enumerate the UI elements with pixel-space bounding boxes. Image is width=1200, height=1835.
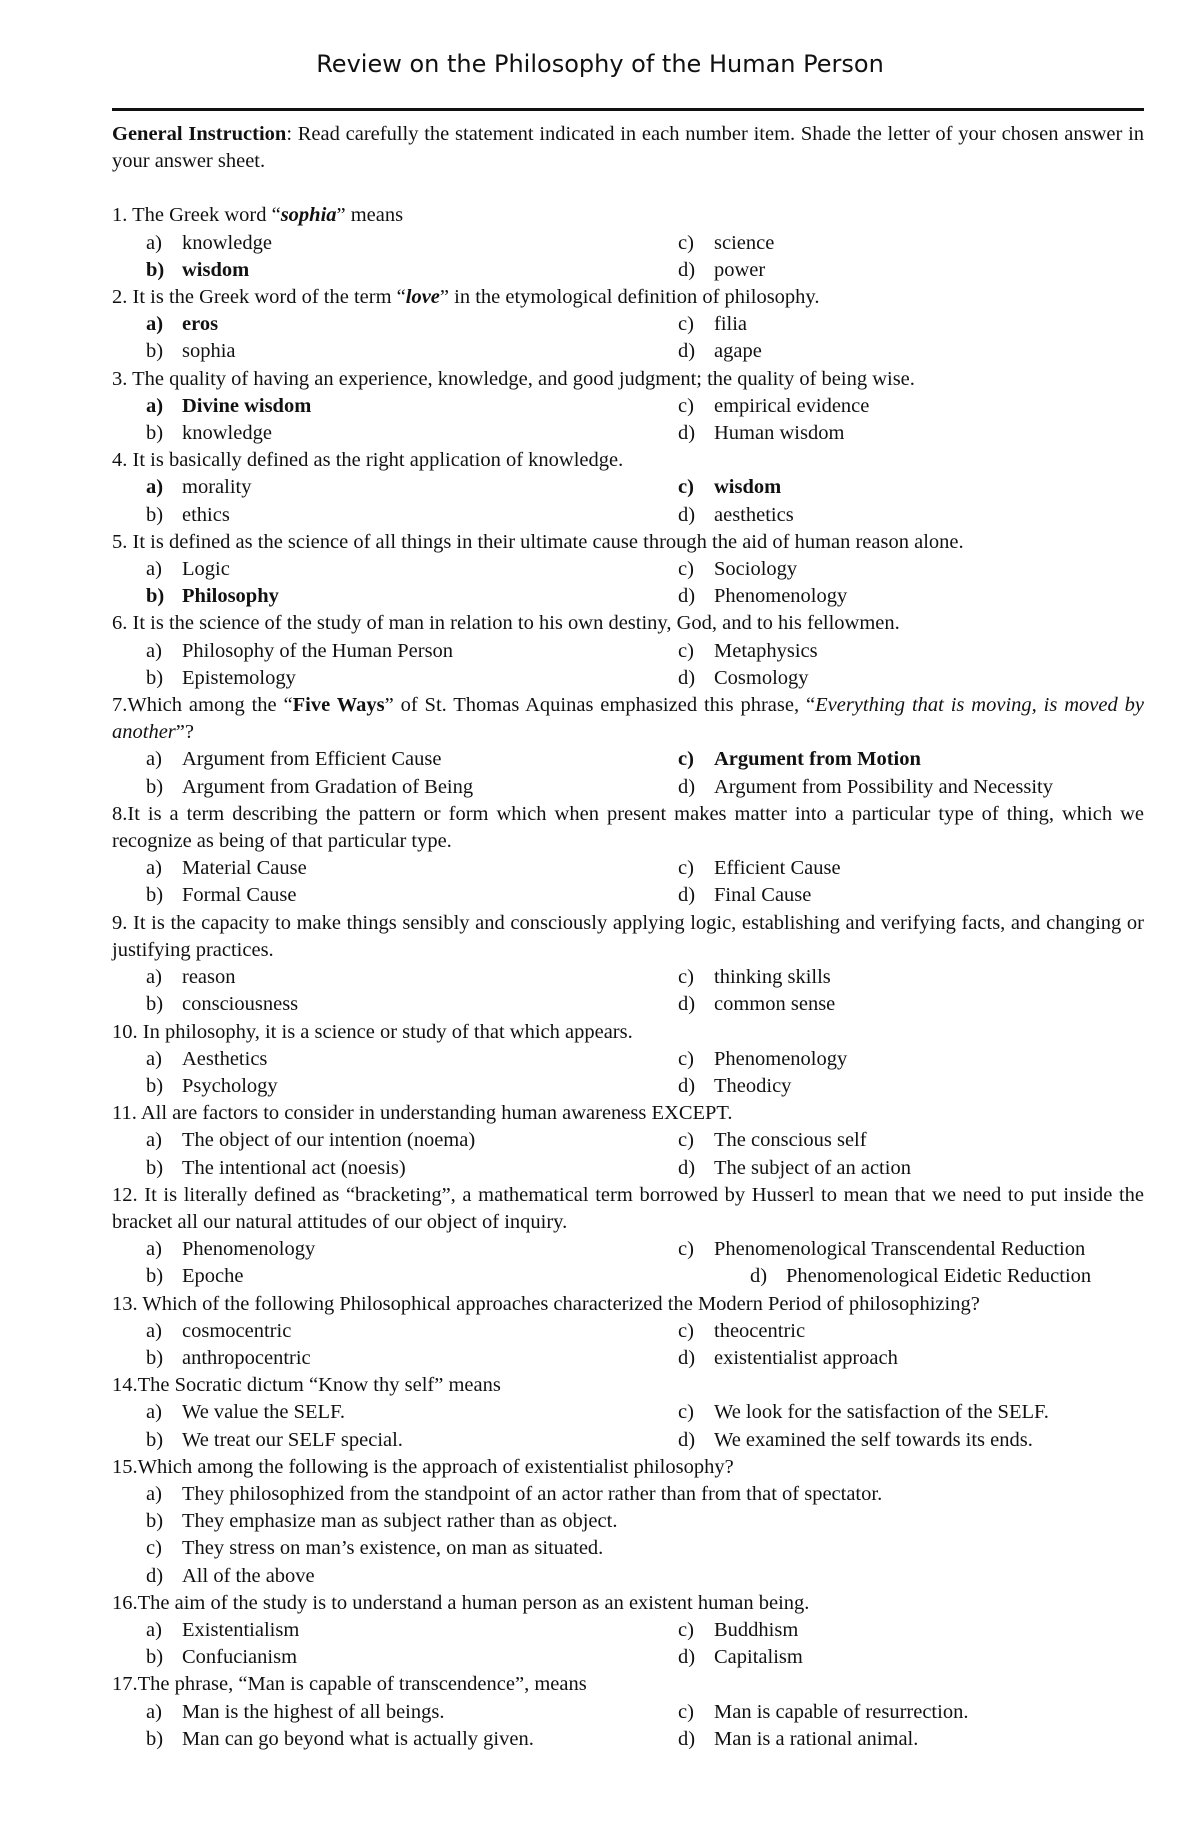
question-stem [112, 202, 1144, 229]
question-stem [112, 1291, 1144, 1318]
question-stem-text: ” means [336, 204, 404, 227]
choice-text: They philosophized from the standpoint of an actor rather than from that of spectator. [182, 1482, 883, 1505]
answer-choice[interactable] [644, 1699, 1144, 1726]
answer-choices [112, 855, 1144, 909]
answer-choice[interactable] [644, 257, 1144, 284]
answer-choice[interactable] [644, 882, 1144, 909]
choice-text: Argument from Motion [714, 748, 921, 771]
question-stem [112, 1182, 1144, 1236]
choice-letter: c) [678, 231, 694, 254]
title-divider [112, 108, 1144, 111]
question-stem-text: Everything that is moving, is moved by another [112, 694, 1144, 744]
answer-choice[interactable] [112, 420, 644, 447]
question-stem [112, 1590, 1144, 1617]
general-instruction [112, 121, 1144, 175]
question-stem-text: 8.It is a term describing the pattern or form which when present makes matter into a particular type of thing, which we recognize as being of that particular type. [112, 802, 1144, 853]
choice-letter: d) [678, 340, 696, 363]
answer-choice[interactable] [112, 665, 644, 692]
choice-text: wisdom [182, 258, 250, 281]
choice-text: Argument from Efficient Cause [182, 748, 442, 771]
choice-text: Man is a rational animal. [714, 1727, 919, 1750]
answer-choice[interactable] [644, 1617, 1144, 1644]
answer-choices [112, 1399, 1144, 1453]
answer-choice[interactable] [644, 1155, 1144, 1182]
answer-choice[interactable] [644, 311, 1144, 338]
answer-choice[interactable] [644, 1263, 1144, 1290]
answer-choice[interactable] [112, 311, 644, 338]
choice-text: Man is the highest of all beings. [182, 1700, 445, 1723]
choice-letter: a) [146, 476, 164, 499]
answer-choice[interactable] [112, 556, 644, 583]
choice-letter: c) [678, 857, 694, 880]
question-item [112, 1291, 1144, 1373]
question-stem-text: 2. It is the Greek word of the term “ [112, 286, 406, 309]
answer-choice[interactable] [112, 1155, 644, 1182]
choice-letter: a) [146, 1618, 162, 1641]
answer-choice[interactable] [644, 420, 1144, 447]
question-stem-text: 13. Which of the following Philosophical approaches characterized the Modern Period of philosophizing? [112, 1292, 980, 1315]
choice-letter: a) [146, 558, 162, 581]
answer-choice[interactable] [112, 1127, 644, 1154]
answer-choice[interactable] [644, 746, 1144, 773]
choice-text: Logic [182, 558, 230, 581]
question-stem-text: 3. The quality of having an experience, knowledge, and good judgment; the quality of being wise. [112, 367, 915, 390]
answer-choice[interactable] [112, 1535, 1144, 1562]
answer-choice[interactable] [644, 338, 1144, 365]
choice-letter: d) [678, 585, 696, 608]
answer-choices [112, 393, 1144, 447]
answer-choice[interactable] [112, 1399, 644, 1426]
answer-choice[interactable] [112, 1073, 644, 1100]
choice-letter: d) [678, 993, 696, 1016]
answer-choice[interactable] [112, 991, 644, 1018]
question-stem-text: 1. The Greek word “ [112, 204, 281, 227]
choice-letter: d) [678, 775, 696, 798]
question-item [112, 1019, 1144, 1101]
question-stem-text: ”? [175, 721, 194, 744]
choice-text: wisdom [714, 476, 782, 499]
choice-text: They stress on man’s existence, on man as situated. [182, 1537, 604, 1560]
choice-text: Phenomenological Eidetic Reduction [786, 1265, 1092, 1288]
answer-choice[interactable] [112, 1318, 644, 1345]
answer-choice[interactable] [644, 665, 1144, 692]
choice-text: Material Cause [182, 857, 307, 880]
answer-choice[interactable] [644, 1046, 1144, 1073]
answer-choice[interactable] [112, 1046, 644, 1073]
choice-text: The object of our intention (noema) [182, 1129, 476, 1152]
choice-text: The intentional act (noesis) [182, 1156, 406, 1179]
choice-letter: b) [146, 1346, 164, 1369]
choice-letter: b) [146, 503, 164, 526]
choice-text: eros [182, 313, 219, 336]
question-stem-text: ” of St. Thomas Aquinas emphasized this phrase, “ [384, 694, 816, 717]
choice-letter: d) [678, 258, 696, 281]
choice-text: Epoche [182, 1265, 244, 1288]
question-stem-text: 17.The phrase, “Man is capable of transcendence”, means [112, 1673, 587, 1696]
choice-text: Aesthetics [182, 1047, 268, 1070]
choice-text: thinking skills [714, 966, 831, 989]
answer-choice[interactable] [644, 1399, 1144, 1426]
choice-text: Sociology [714, 558, 798, 581]
answer-choice[interactable] [112, 474, 644, 501]
choice-letter: a) [146, 1238, 162, 1261]
document-body [112, 121, 1144, 1753]
choice-letter: c) [678, 1618, 694, 1641]
answer-choice[interactable] [112, 1236, 644, 1263]
choice-letter: a) [146, 1700, 162, 1723]
choice-letter: a) [146, 748, 162, 771]
choice-letter: a) [146, 1401, 162, 1424]
choice-text: common sense [714, 993, 836, 1016]
answer-choice[interactable] [112, 1699, 644, 1726]
answer-choices [112, 1481, 1144, 1590]
choice-text: The subject of an action [714, 1156, 911, 1179]
answer-choice[interactable] [644, 1127, 1144, 1154]
choice-letter: b) [146, 1156, 164, 1179]
answer-choice[interactable] [644, 1644, 1144, 1671]
answer-choices [112, 746, 1144, 800]
answer-choices [112, 556, 1144, 610]
question-stem [112, 692, 1144, 746]
question-item [112, 1182, 1144, 1291]
answer-choice[interactable] [112, 502, 644, 529]
choice-letter: b) [146, 1265, 164, 1288]
choice-letter: b) [146, 258, 165, 281]
choice-text: Man is capable of resurrection. [714, 1700, 969, 1723]
choice-text: Capitalism [714, 1646, 803, 1669]
answer-choice[interactable] [644, 583, 1144, 610]
question-stem-text: 5. It is defined as the science of all things in their ultimate cause through the aid of human reason alone. [112, 530, 964, 553]
answer-choices [112, 474, 1144, 528]
answer-choices [112, 638, 1144, 692]
choice-text: aesthetics [714, 503, 794, 526]
choice-letter: c) [678, 1047, 694, 1070]
choice-text: Final Cause [714, 884, 812, 907]
choice-letter: d) [678, 1646, 696, 1669]
answer-choice[interactable] [112, 1481, 1144, 1508]
answer-choice[interactable] [644, 855, 1144, 882]
choice-text: theocentric [714, 1319, 806, 1342]
answer-choice[interactable] [644, 1073, 1144, 1100]
choice-text: knowledge [182, 422, 272, 445]
question-stem [112, 801, 1144, 855]
answer-choice[interactable] [112, 393, 644, 420]
question-stem-text: 14.The Socratic dictum “Know thy self” means [112, 1374, 501, 1397]
choice-letter: b) [146, 422, 164, 445]
choice-text: Confucianism [182, 1646, 298, 1669]
choice-text: The conscious self [714, 1129, 867, 1152]
choice-text: ethics [182, 503, 230, 526]
choice-letter: b) [146, 1727, 164, 1750]
choice-text: Man can go beyond what is actually given. [182, 1727, 534, 1750]
question-stem [112, 1671, 1144, 1698]
question-stem [112, 366, 1144, 393]
page-title: Review on the Philosophy of the Human Person [316, 50, 884, 78]
choice-text: Metaphysics [714, 639, 818, 662]
question-stem [112, 284, 1144, 311]
choice-letter: c) [678, 476, 694, 499]
choice-text: Epistemology [182, 666, 296, 689]
question-stem-text: 11. All are factors to consider in understanding human awareness EXCEPT. [112, 1102, 733, 1125]
answer-choices [112, 230, 1144, 284]
question-stem-text: 10. In philosophy, it is a science or study of that which appears. [112, 1020, 633, 1043]
choice-text: We look for the satisfaction of the SELF. [714, 1401, 1049, 1424]
choice-text: power [714, 258, 766, 281]
choice-text: Phenomenology [714, 1047, 848, 1070]
question-stem-text: 4. It is basically defined as the right application of knowledge. [112, 449, 624, 472]
choice-letter: a) [146, 1319, 162, 1342]
question-item [112, 1454, 1144, 1590]
answer-choice[interactable] [644, 393, 1144, 420]
answer-choice[interactable] [112, 257, 644, 284]
choice-text: We treat our SELF special. [182, 1428, 403, 1451]
question-stem-text: 9. It is the capacity to make things sensibly and consciously applying logic, establishing and verifying facts, and changing or justifying practices. [112, 911, 1144, 961]
choice-letter: d) [146, 1564, 164, 1587]
answer-choice[interactable] [112, 1508, 1144, 1535]
choice-letter: b) [146, 585, 165, 608]
answer-choices [112, 1236, 1144, 1290]
choice-text: Psychology [182, 1074, 278, 1097]
question-item [112, 284, 1144, 366]
answer-choice[interactable] [112, 882, 644, 909]
choice-text: Argument from Possibility and Necessity [714, 775, 1053, 798]
choice-text: Philosophy [182, 585, 279, 608]
answer-choice[interactable] [644, 1236, 1144, 1263]
choice-text: anthropocentric [182, 1346, 311, 1369]
question-stem-text: 15.Which among the following is the approach of existentialist philosophy? [112, 1455, 734, 1478]
question-item [112, 1590, 1144, 1672]
answer-choice[interactable] [644, 774, 1144, 801]
choice-text: Existentialism [182, 1618, 300, 1641]
answer-choice[interactable] [112, 774, 644, 801]
choice-text: agape [714, 340, 762, 363]
choice-letter: a) [146, 231, 162, 254]
answer-choices [112, 311, 1144, 365]
question-stem-text: 7.Which among the “ [112, 694, 293, 717]
question-stem [112, 447, 1144, 474]
answer-choice[interactable] [644, 638, 1144, 665]
answer-choice[interactable] [644, 474, 1144, 501]
choice-letter: a) [146, 857, 162, 880]
choice-letter: d) [678, 1428, 696, 1451]
choice-text: Philosophy of the Human Person [182, 639, 454, 662]
instruction-text: : Read carefully the statement indicated in each number item. Shade the letter of your chosen answer in your answer sheet. [112, 123, 1145, 173]
answer-choice[interactable] [644, 502, 1144, 529]
choice-letter: a) [146, 639, 162, 662]
choice-letter: d) [678, 1156, 696, 1179]
question-stem-text: 12. It is literally defined as “bracketing”, a mathematical term borrowed by Husserl to mean that we need to put inside the bracket all our natural attitudes of our object of inquiry. [112, 1183, 1144, 1233]
choice-letter: c) [678, 1238, 694, 1261]
choice-text: Formal Cause [182, 884, 297, 907]
choice-text: Efficient Cause [714, 857, 841, 880]
choice-text: existentialist approach [714, 1346, 898, 1369]
choice-letter: b) [146, 1074, 164, 1097]
question-stem [112, 1019, 1144, 1046]
question-item [112, 202, 1144, 284]
answer-choice[interactable] [112, 1617, 644, 1644]
question-item [112, 447, 1144, 529]
answer-choice[interactable] [112, 230, 644, 257]
answer-choice[interactable] [112, 638, 644, 665]
choice-text: Divine wisdom [182, 394, 312, 417]
choice-letter: b) [146, 1428, 164, 1451]
choice-text: morality [182, 476, 252, 499]
answer-choice[interactable] [112, 338, 644, 365]
answer-choice[interactable] [112, 1644, 644, 1671]
answer-choice[interactable] [112, 583, 644, 610]
question-item [112, 1671, 1144, 1753]
question-stem-text: 6. It is the science of the study of man in relation to his own destiny, God, and to his fellowmen. [112, 612, 900, 635]
choice-letter: c) [678, 558, 694, 581]
choice-letter: a) [146, 966, 162, 989]
choice-text: We examined the self towards its ends. [714, 1428, 1033, 1451]
choice-letter: b) [146, 1510, 164, 1533]
choice-text: reason [182, 966, 236, 989]
answer-choice[interactable] [112, 964, 644, 991]
choice-text: knowledge [182, 231, 272, 254]
answer-choice[interactable] [644, 1345, 1144, 1372]
question-item [112, 801, 1144, 910]
question-stem-text: Five Ways [292, 694, 385, 717]
answer-choices [112, 1046, 1144, 1100]
choice-text: cosmocentric [182, 1319, 292, 1342]
choice-letter: c) [678, 394, 694, 417]
question-stem-text: sophia [280, 204, 337, 227]
choice-text: Human wisdom [714, 422, 845, 445]
answer-choice[interactable] [644, 230, 1144, 257]
choice-text: science [714, 231, 775, 254]
choice-letter: c) [678, 1700, 694, 1723]
question-list [112, 202, 1144, 1753]
answer-choices [112, 964, 1144, 1018]
choice-text: empirical evidence [714, 394, 870, 417]
answer-choice[interactable] [112, 855, 644, 882]
choice-text: All of the above [182, 1564, 315, 1587]
choice-letter: a) [146, 394, 164, 417]
choice-letter: d) [678, 422, 696, 445]
answer-choices [112, 1127, 1144, 1181]
answer-choice[interactable] [644, 964, 1144, 991]
answer-choices [112, 1617, 1144, 1671]
question-stem [112, 1100, 1144, 1127]
instruction-label: General Instruction [112, 123, 287, 145]
choice-letter: d) [750, 1265, 768, 1288]
answer-choice[interactable] [112, 746, 644, 773]
choice-letter: d) [678, 503, 696, 526]
choice-text: sophia [182, 340, 236, 363]
answer-choices [112, 1699, 1144, 1753]
choice-letter: b) [146, 993, 164, 1016]
choice-letter: d) [678, 1727, 696, 1750]
choice-text: Buddhism [714, 1618, 799, 1641]
choice-text: Phenomenology [714, 585, 848, 608]
answer-choice[interactable] [112, 1563, 1144, 1590]
question-stem [112, 610, 1144, 637]
question-item [112, 366, 1144, 448]
choice-letter: c) [678, 1401, 694, 1424]
choice-letter: c) [678, 1319, 694, 1342]
choice-text: Phenomenological Transcendental Reduction [714, 1238, 1086, 1261]
choice-letter: d) [678, 884, 696, 907]
question-stem-text: ” in the etymological definition of philosophy. [439, 286, 820, 309]
answer-choice[interactable] [112, 1345, 644, 1372]
choice-text: consciousness [182, 993, 299, 1016]
answer-choice[interactable] [644, 991, 1144, 1018]
choice-letter: b) [146, 1646, 164, 1669]
question-item [112, 692, 1144, 801]
choice-text: We value the SELF. [182, 1401, 345, 1424]
answer-choice[interactable] [644, 1427, 1144, 1454]
question-item [112, 610, 1144, 692]
question-stem-text: love [405, 286, 440, 309]
choice-letter: c) [678, 748, 694, 771]
choice-letter: b) [146, 884, 164, 907]
choice-letter: b) [146, 340, 164, 363]
question-stem [112, 1454, 1144, 1481]
choice-letter: c) [146, 1537, 162, 1560]
choice-letter: a) [146, 313, 164, 336]
answer-choices [112, 1318, 1144, 1372]
answer-choice[interactable] [644, 556, 1144, 583]
choice-letter: a) [146, 1129, 162, 1152]
choice-letter: c) [678, 1129, 694, 1152]
choice-letter: b) [146, 775, 164, 798]
question-item [112, 1372, 1144, 1454]
question-item [112, 910, 1144, 1019]
question-stem [112, 1372, 1144, 1399]
question-item [112, 529, 1144, 611]
question-stem [112, 910, 1144, 964]
question-stem-text: 16.The aim of the study is to understand a human person as an existent human being. [112, 1591, 810, 1614]
answer-choice[interactable] [644, 1318, 1144, 1345]
question-stem [112, 529, 1144, 556]
answer-choice[interactable] [112, 1427, 644, 1454]
choice-text: Argument from Gradation of Being [182, 775, 474, 798]
choice-letter: d) [678, 1346, 696, 1369]
choice-text: Theodicy [714, 1074, 792, 1097]
answer-choice[interactable] [644, 1726, 1144, 1753]
choice-letter: b) [146, 666, 164, 689]
choice-letter: d) [678, 1074, 696, 1097]
choice-text: They emphasize man as subject rather than as object. [182, 1510, 618, 1533]
answer-choice[interactable] [112, 1726, 644, 1753]
choice-text: filia [714, 313, 748, 336]
choice-letter: c) [678, 313, 694, 336]
choice-text: Cosmology [714, 666, 809, 689]
choice-text: Phenomenology [182, 1238, 316, 1261]
choice-letter: c) [678, 639, 694, 662]
answer-choice[interactable] [112, 1263, 644, 1290]
choice-letter: c) [678, 966, 694, 989]
choice-letter: d) [678, 666, 696, 689]
choice-letter: a) [146, 1047, 162, 1070]
question-item [112, 1100, 1144, 1182]
choice-letter: a) [146, 1482, 162, 1505]
